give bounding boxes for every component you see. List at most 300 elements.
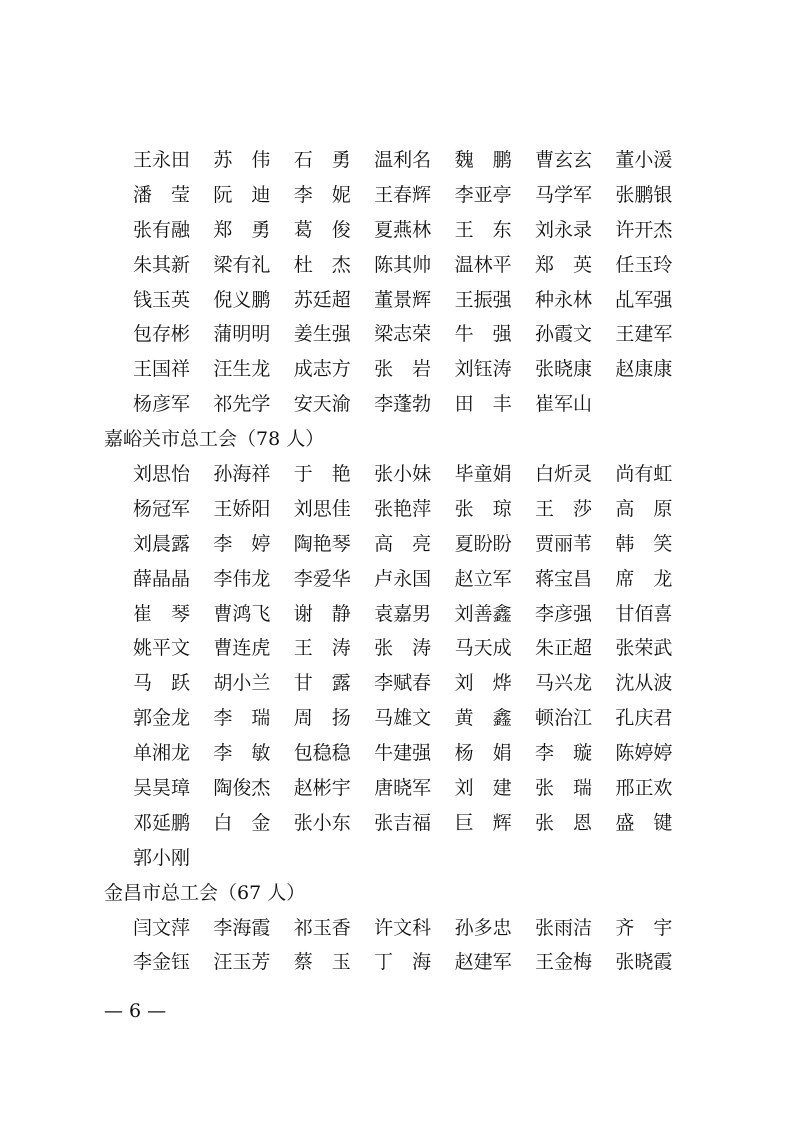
person-name bbox=[535, 806, 615, 841]
person-name-text: 赵建军 bbox=[454, 951, 512, 974]
person-name-text: 杨 娟 bbox=[454, 742, 512, 765]
person-name-text: 张 瑞 bbox=[534, 777, 592, 800]
person-name-text: 张吉福 bbox=[374, 811, 432, 834]
person-name-text: 谢 静 bbox=[293, 602, 351, 625]
person-name bbox=[213, 352, 293, 387]
person-name bbox=[133, 666, 213, 701]
name-row bbox=[104, 736, 684, 771]
person-name-text: 张鹏银 bbox=[615, 183, 673, 206]
person-name-text: 许开杰 bbox=[615, 218, 673, 241]
name-row bbox=[104, 771, 684, 806]
person-name bbox=[133, 631, 213, 666]
person-name bbox=[615, 143, 695, 178]
person-name bbox=[133, 213, 213, 248]
person-name-text: 张 岩 bbox=[374, 358, 432, 381]
person-name-text: 郑 勇 bbox=[213, 218, 271, 241]
person-name-text: 王 莎 bbox=[534, 497, 592, 520]
person-name bbox=[213, 387, 293, 422]
person-name-text: 汪玉芳 bbox=[213, 951, 271, 974]
name-row bbox=[104, 317, 684, 352]
person-name bbox=[133, 701, 213, 736]
person-name-text: 白 金 bbox=[213, 811, 271, 834]
name-row bbox=[104, 806, 684, 841]
person-name bbox=[615, 248, 695, 283]
name-row bbox=[104, 666, 684, 701]
person-name bbox=[615, 283, 695, 318]
person-name bbox=[133, 143, 213, 178]
person-name-text: 安天渝 bbox=[293, 393, 351, 416]
person-name-text: 王永田 bbox=[133, 149, 191, 171]
person-name-text: 赵康康 bbox=[615, 358, 673, 381]
person-name-text: 刘善鑫 bbox=[454, 602, 512, 625]
person-name bbox=[133, 178, 213, 213]
person-name bbox=[535, 317, 615, 352]
person-name-text: 董小湲 bbox=[615, 149, 673, 171]
person-name-text: 张小妹 bbox=[374, 463, 432, 486]
person-name bbox=[615, 666, 695, 701]
person-name bbox=[374, 457, 454, 492]
person-name-text: 张艳萍 bbox=[374, 497, 432, 520]
person-name-text: 祁先学 bbox=[213, 393, 271, 416]
person-name bbox=[133, 771, 213, 806]
person-name-text: 张 琼 bbox=[454, 497, 512, 520]
person-name bbox=[374, 701, 454, 736]
person-name-text: 牛建强 bbox=[374, 742, 432, 765]
person-name-text: 张小东 bbox=[293, 811, 351, 834]
person-name-text: 梁有礼 bbox=[213, 253, 271, 276]
person-name-text: 曹玄玄 bbox=[534, 149, 592, 171]
person-name-text: 高 原 bbox=[615, 497, 673, 520]
person-name-text: 蒋宝昌 bbox=[534, 567, 592, 590]
person-name bbox=[213, 631, 293, 666]
person-name-text: 王娇阳 bbox=[213, 497, 271, 520]
person-name bbox=[455, 911, 535, 946]
person-name bbox=[615, 771, 695, 806]
person-name bbox=[535, 213, 615, 248]
person-name bbox=[455, 457, 535, 492]
person-name-text: 崔 琴 bbox=[133, 602, 191, 625]
person-name-text: 刘思佳 bbox=[293, 497, 351, 520]
person-name-text: 马天成 bbox=[454, 637, 512, 660]
person-name bbox=[294, 527, 374, 562]
person-name bbox=[133, 527, 213, 562]
person-name-text: 甘 露 bbox=[293, 672, 351, 695]
person-name-text: 唐晓军 bbox=[374, 777, 432, 800]
person-name-text: 朱其新 bbox=[133, 253, 191, 276]
person-name-text: 刘 建 bbox=[454, 777, 512, 800]
person-name bbox=[535, 701, 615, 736]
person-name-text: 马学军 bbox=[534, 183, 592, 206]
person-name bbox=[133, 562, 213, 597]
person-name bbox=[294, 911, 374, 946]
person-name-text: 孙多忠 bbox=[454, 916, 512, 939]
person-name bbox=[213, 666, 293, 701]
person-name bbox=[455, 701, 535, 736]
person-name-text: 姜生强 bbox=[293, 323, 351, 346]
person-name-text: 李彦强 bbox=[534, 602, 592, 625]
person-name-text: 蒲明明 bbox=[213, 323, 271, 346]
person-name bbox=[133, 387, 213, 422]
person-name-text: 郭小刚 bbox=[133, 846, 191, 869]
person-name bbox=[294, 771, 374, 806]
person-name bbox=[374, 317, 454, 352]
person-name bbox=[133, 317, 213, 352]
person-name-text: 李金钰 bbox=[133, 951, 191, 974]
person-name-text: 董景辉 bbox=[374, 288, 432, 311]
person-name bbox=[455, 387, 535, 422]
person-name bbox=[374, 248, 454, 283]
person-name-text: 张晓康 bbox=[534, 358, 592, 381]
person-name bbox=[455, 317, 535, 352]
person-name-text: 赵立军 bbox=[454, 567, 512, 590]
person-name-text: 李 婷 bbox=[213, 532, 271, 555]
person-name-text: 李亚亭 bbox=[454, 183, 512, 206]
person-name bbox=[615, 352, 695, 387]
person-name bbox=[615, 213, 695, 248]
person-name bbox=[535, 283, 615, 318]
person-name-text: 阮 迪 bbox=[213, 183, 271, 206]
person-name bbox=[615, 178, 695, 213]
person-name bbox=[615, 701, 695, 736]
person-name bbox=[374, 806, 454, 841]
person-name bbox=[535, 666, 615, 701]
person-name-text: 盛 键 bbox=[615, 811, 673, 834]
person-name bbox=[294, 283, 374, 318]
person-name-text: 单湘龙 bbox=[133, 742, 191, 765]
person-name bbox=[213, 457, 293, 492]
name-row bbox=[104, 631, 684, 666]
name-row bbox=[104, 701, 684, 736]
person-name-text: 李赋春 bbox=[374, 672, 432, 695]
person-name bbox=[455, 736, 535, 771]
person-name-text: 张晓霞 bbox=[615, 951, 673, 974]
person-name bbox=[374, 631, 454, 666]
person-name bbox=[294, 666, 374, 701]
person-name-text: 尚有虹 bbox=[615, 463, 673, 486]
person-name-text: 邢正欢 bbox=[615, 777, 673, 800]
person-name-text: 齐 宇 bbox=[615, 916, 673, 939]
person-name-text: 薛晶晶 bbox=[133, 567, 191, 590]
person-name bbox=[455, 945, 535, 980]
person-name-text: 刘钰涛 bbox=[454, 358, 512, 381]
person-name bbox=[213, 178, 293, 213]
person-name bbox=[535, 911, 615, 946]
person-name-text: 温林平 bbox=[454, 253, 512, 276]
person-name-text: 苏廷超 bbox=[293, 288, 351, 311]
person-name-text: 曹连虎 bbox=[213, 637, 271, 660]
person-name-text: 邓延鹏 bbox=[133, 811, 191, 834]
person-name bbox=[455, 143, 535, 178]
person-name bbox=[374, 352, 454, 387]
person-name bbox=[535, 527, 615, 562]
person-name-text: 刘思怡 bbox=[133, 463, 191, 486]
section-heading: 嘉峪关市总工会（78 人） bbox=[104, 428, 325, 451]
person-name bbox=[535, 736, 615, 771]
person-name-text: 张有融 bbox=[133, 218, 191, 241]
name-row bbox=[104, 527, 684, 562]
person-name-text: 倪义鹏 bbox=[213, 288, 271, 311]
person-name bbox=[374, 771, 454, 806]
person-name bbox=[213, 562, 293, 597]
person-name bbox=[294, 387, 374, 422]
person-name bbox=[374, 213, 454, 248]
person-name-text: 李海霞 bbox=[213, 916, 271, 939]
person-name-text: 张雨洁 bbox=[534, 916, 592, 939]
person-name bbox=[213, 213, 293, 248]
person-name-text: 赵彬宇 bbox=[293, 777, 351, 800]
person-name bbox=[535, 248, 615, 283]
person-name bbox=[374, 945, 454, 980]
person-name bbox=[374, 387, 454, 422]
person-name-text: 田 丰 bbox=[454, 393, 512, 416]
person-name bbox=[213, 806, 293, 841]
person-name bbox=[455, 631, 535, 666]
person-name-text: 任玉玲 bbox=[615, 253, 673, 276]
person-name bbox=[615, 597, 695, 632]
person-name-text: 牛 强 bbox=[454, 323, 512, 346]
person-name bbox=[133, 457, 213, 492]
person-name-text: 陈婷婷 bbox=[615, 742, 673, 765]
person-name-text: 李爱华 bbox=[293, 567, 351, 590]
name-row bbox=[104, 248, 684, 283]
person-name-text: 黄 鑫 bbox=[454, 707, 512, 730]
person-name-text: 孙海祥 bbox=[213, 463, 271, 486]
person-name bbox=[455, 527, 535, 562]
person-name-text: 杨彦军 bbox=[133, 393, 191, 416]
person-name bbox=[455, 562, 535, 597]
person-name bbox=[535, 631, 615, 666]
person-name bbox=[374, 527, 454, 562]
person-name bbox=[213, 283, 293, 318]
person-name-text: 张 恩 bbox=[534, 811, 592, 834]
person-name bbox=[535, 562, 615, 597]
person-name bbox=[213, 597, 293, 632]
person-name bbox=[455, 806, 535, 841]
person-name bbox=[535, 457, 615, 492]
person-name bbox=[133, 492, 213, 527]
person-name bbox=[213, 736, 293, 771]
name-row bbox=[104, 178, 684, 213]
person-name-text: 毕童娟 bbox=[454, 463, 512, 486]
person-name bbox=[133, 911, 213, 946]
person-name-text: 李 敏 bbox=[213, 742, 271, 765]
person-name-text: 崔军山 bbox=[534, 393, 592, 416]
person-name-text: 李 瑞 bbox=[213, 707, 271, 730]
person-name bbox=[615, 631, 695, 666]
section-heading: 金昌市总工会（67 人） bbox=[104, 881, 306, 904]
person-name-text: 闫文萍 bbox=[133, 916, 191, 939]
person-name bbox=[294, 736, 374, 771]
person-name bbox=[455, 248, 535, 283]
person-name bbox=[374, 666, 454, 701]
person-name bbox=[294, 631, 374, 666]
person-name bbox=[615, 806, 695, 841]
person-name-text: 杨冠军 bbox=[133, 497, 191, 520]
person-name-text: 王国祥 bbox=[133, 358, 191, 381]
person-name-text: 葛 俊 bbox=[293, 218, 351, 241]
person-name bbox=[535, 178, 615, 213]
person-name-text: 陈其帅 bbox=[374, 253, 432, 276]
person-name bbox=[294, 806, 374, 841]
person-name-text: 李蓬勃 bbox=[374, 393, 432, 416]
person-name-text: 潘 莹 bbox=[133, 183, 191, 206]
person-name bbox=[294, 248, 374, 283]
person-name bbox=[213, 248, 293, 283]
person-name bbox=[615, 945, 695, 980]
person-name bbox=[535, 771, 615, 806]
person-name-text: 李 璇 bbox=[534, 742, 592, 765]
person-name-text: 马雄文 bbox=[374, 707, 432, 730]
person-name-text: 马 跃 bbox=[133, 672, 191, 695]
person-name-text: 杜 杰 bbox=[293, 253, 351, 276]
person-name bbox=[374, 597, 454, 632]
person-name bbox=[294, 492, 374, 527]
person-name bbox=[535, 945, 615, 980]
person-name bbox=[133, 806, 213, 841]
person-name-text: 祁玉香 bbox=[293, 916, 351, 939]
person-name-text: 席 龙 bbox=[615, 567, 673, 590]
person-name-text: 王春辉 bbox=[374, 183, 432, 206]
person-name bbox=[294, 317, 374, 352]
person-name bbox=[615, 527, 695, 562]
person-name-text: 石 勇 bbox=[293, 149, 351, 171]
person-name bbox=[133, 841, 213, 876]
person-name bbox=[535, 597, 615, 632]
person-name-text: 姚平文 bbox=[133, 637, 191, 660]
page-number: — 6 — bbox=[104, 1000, 167, 1022]
person-name bbox=[213, 701, 293, 736]
person-name bbox=[133, 736, 213, 771]
person-name bbox=[535, 352, 615, 387]
person-name bbox=[455, 283, 535, 318]
person-name-text: 王振强 bbox=[454, 288, 512, 311]
person-name-text: 李伟龙 bbox=[213, 567, 271, 590]
person-name bbox=[133, 283, 213, 318]
person-name-text: 梁志荣 bbox=[374, 323, 432, 346]
name-row bbox=[104, 143, 684, 178]
person-name bbox=[213, 492, 293, 527]
person-name-text: 刘永录 bbox=[534, 218, 592, 241]
person-name bbox=[294, 945, 374, 980]
person-name-text: 郑 英 bbox=[534, 253, 592, 276]
person-name-text: 孔庆君 bbox=[615, 707, 673, 730]
name-row bbox=[104, 283, 684, 318]
person-name bbox=[455, 492, 535, 527]
person-name-text: 刘 烨 bbox=[454, 672, 512, 695]
name-row bbox=[104, 945, 684, 980]
person-name-text: 王 东 bbox=[454, 218, 512, 241]
person-name bbox=[133, 248, 213, 283]
person-name bbox=[213, 771, 293, 806]
person-name bbox=[374, 736, 454, 771]
person-name-text: 王建军 bbox=[615, 323, 673, 346]
name-row bbox=[104, 352, 684, 387]
person-name-text: 张 涛 bbox=[374, 637, 432, 660]
person-name bbox=[294, 143, 374, 178]
person-name bbox=[294, 352, 374, 387]
person-name-text: 乩军强 bbox=[615, 288, 673, 311]
person-name-text: 温利名 bbox=[374, 149, 432, 171]
person-name-text: 陶艳琴 bbox=[293, 532, 351, 555]
person-name bbox=[455, 666, 535, 701]
person-name bbox=[374, 178, 454, 213]
name-row bbox=[104, 457, 684, 492]
person-name bbox=[615, 457, 695, 492]
person-name-text: 于 艳 bbox=[293, 463, 351, 486]
person-name-text: 郭金龙 bbox=[133, 707, 191, 730]
person-name-text: 种永林 bbox=[534, 288, 592, 311]
person-name-text: 曹鸿飞 bbox=[213, 602, 271, 625]
person-name-text: 夏盼盼 bbox=[454, 532, 512, 555]
person-name bbox=[213, 143, 293, 178]
person-name bbox=[294, 701, 374, 736]
person-name-text: 魏 鹏 bbox=[454, 149, 512, 171]
person-name bbox=[615, 562, 695, 597]
person-name-text: 孙霞文 bbox=[534, 323, 592, 346]
person-name bbox=[294, 562, 374, 597]
person-name-text: 高 亮 bbox=[374, 532, 432, 555]
person-name-text: 汪生龙 bbox=[213, 358, 271, 381]
person-name bbox=[615, 317, 695, 352]
person-name bbox=[455, 352, 535, 387]
person-name-text: 白炘灵 bbox=[534, 463, 592, 486]
person-name bbox=[294, 597, 374, 632]
person-name bbox=[455, 597, 535, 632]
person-name-text: 韩 笑 bbox=[615, 532, 673, 555]
person-name bbox=[535, 143, 615, 178]
person-name bbox=[615, 911, 695, 946]
person-name bbox=[535, 387, 615, 422]
person-name bbox=[615, 736, 695, 771]
person-name-text: 夏燕林 bbox=[374, 218, 432, 241]
person-name-text: 袁嘉男 bbox=[374, 602, 432, 625]
name-row bbox=[104, 387, 684, 422]
person-name-text: 朱正超 bbox=[534, 637, 592, 660]
person-name bbox=[213, 911, 293, 946]
name-row bbox=[104, 562, 684, 597]
name-row bbox=[104, 492, 684, 527]
person-name bbox=[535, 492, 615, 527]
person-name-text: 贾丽苇 bbox=[534, 532, 592, 555]
person-name bbox=[615, 492, 695, 527]
person-name-text: 顿治江 bbox=[534, 707, 592, 730]
person-name bbox=[374, 492, 454, 527]
person-name bbox=[455, 771, 535, 806]
person-name bbox=[294, 457, 374, 492]
person-name-text: 张荣武 bbox=[615, 637, 673, 660]
person-name-text: 巨 辉 bbox=[454, 811, 512, 834]
person-name bbox=[213, 527, 293, 562]
person-name bbox=[455, 213, 535, 248]
person-name-text: 李 妮 bbox=[293, 183, 351, 206]
person-name-text: 甘佰喜 bbox=[615, 602, 673, 625]
person-name-text: 包稳稳 bbox=[293, 742, 351, 765]
person-name-text: 钱玉英 bbox=[133, 288, 191, 311]
person-name bbox=[133, 945, 213, 980]
person-name bbox=[374, 283, 454, 318]
person-name bbox=[374, 911, 454, 946]
person-name bbox=[294, 213, 374, 248]
person-name bbox=[294, 178, 374, 213]
person-name-text: 吴昊璋 bbox=[133, 777, 191, 800]
person-name-text: 陶俊杰 bbox=[213, 777, 271, 800]
person-name-text: 王 涛 bbox=[293, 637, 351, 660]
person-name-text: 苏 伟 bbox=[213, 149, 271, 171]
person-name bbox=[133, 597, 213, 632]
person-name bbox=[213, 317, 293, 352]
person-name bbox=[455, 178, 535, 213]
person-name bbox=[213, 945, 293, 980]
